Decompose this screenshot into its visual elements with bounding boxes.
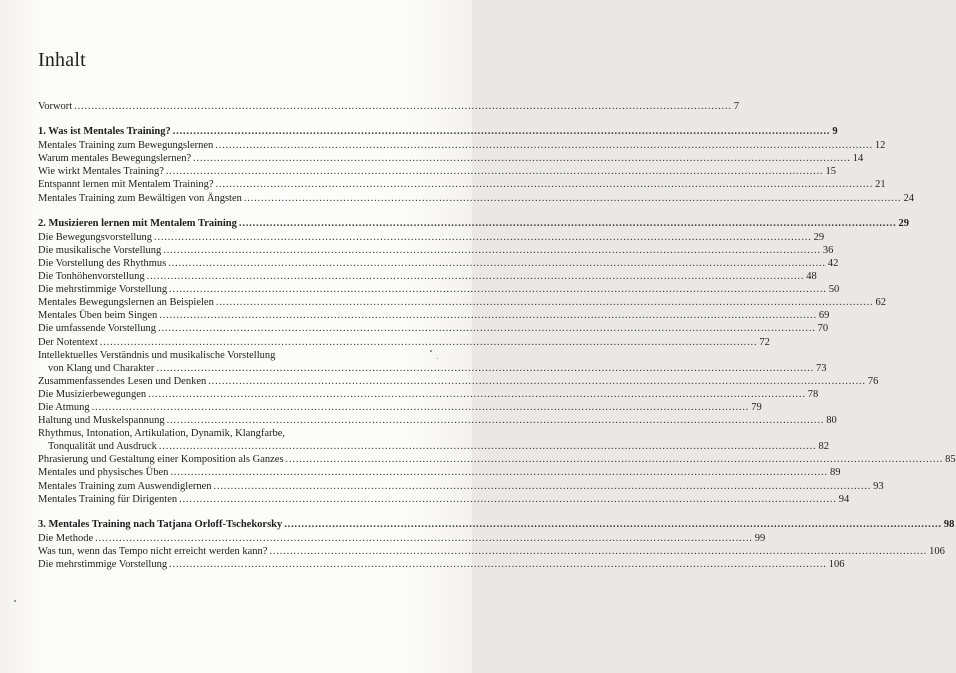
toc-entry-title: Wie wirkt Mentales Training? [38,166,164,178]
toc-page-number: 79 [751,401,762,413]
toc-page-number: 69 [818,310,830,322]
toc-entry-title: Vorwort [38,101,73,112]
toc-chapter-heading [38,518,955,531]
toc-page-number: 50 [828,284,840,296]
dot-leader [284,518,942,531]
toc-entry-title: Mentales Üben beim Singen [38,310,158,322]
dot-leader [159,440,817,453]
toc-entry [38,414,837,427]
toc-section [38,100,740,113]
toc-entry [38,139,886,152]
toc-entry-title: Entspannt lernen mit Mentalem Training? [38,179,214,191]
toc-page-number: 29 [898,217,909,229]
dot-leader [170,466,828,479]
toc-entry-title: Phrasierung und Gestaltung einer Komposition als Ganzes [38,454,284,466]
toc-entry [38,257,839,270]
toc-page-number: 89 [829,467,841,479]
dot-leader [169,558,827,571]
toc-entry-title: Mentales Bewegungslernen an Beispielen [38,297,214,309]
toc-entry-title: Die Vorstellung des Rhythmus [38,257,167,269]
toc-entry [38,362,827,375]
dot-leader [163,244,821,257]
toc-page-number: 9 [832,126,838,138]
toc-page-number: 15 [825,166,836,178]
dot-leader [158,322,816,335]
toc-entry [38,244,834,257]
toc-page-number: 72 [759,336,770,348]
toc-page-number: 21 [875,179,886,191]
dot-leader [193,152,851,165]
toc-section [38,518,955,571]
toc-entry [38,375,879,388]
toc-entry [38,165,836,178]
dot-leader [216,296,874,309]
toc-entry-title: Die mehrstimmige Vorstellung [38,284,168,296]
toc-entry [38,427,408,440]
toc-page-number: 82 [818,441,830,453]
toc-page-number: 14 [852,153,864,165]
toc-page-number: 48 [806,271,817,283]
toc-entry-title: Die Tonhöhenvorstellung [38,271,145,283]
toc-page-number: 42 [827,257,839,269]
paper-speck [430,350,432,352]
page-title: Inhalt [38,49,86,71]
toc-entry-title: Die Atmung [38,401,90,413]
toc-page-number: 98 [943,518,955,530]
dot-leader [214,480,872,493]
toc-entry [38,440,830,453]
toc-entry-title: 3. Mentales Training nach Tatjana Orloff-Tschekorsky [38,518,283,530]
toc-entry-title: Mentales Training zum Bewältigen von Ängsten [38,192,242,204]
toc-entry [38,453,956,466]
toc-entry-title: Die umfassende Vorstellung [38,323,157,335]
toc-entry [38,466,841,479]
toc-entry [38,401,762,414]
toc-entry-title: Warum mentales Bewegungslernen? [38,153,192,165]
dot-leader [167,414,825,427]
dot-leader [215,139,873,152]
toc-entry [38,322,829,335]
dot-leader [244,192,902,205]
toc-entry [38,296,886,309]
dot-leader [168,257,826,270]
toc-entry [38,532,766,545]
dot-leader [173,125,831,138]
toc-entry [38,100,740,113]
toc-entry-title: Zusammenfassendes Lesen und Denken [38,375,207,387]
toc-entry [38,309,830,322]
toc-entry [38,178,886,191]
dot-leader [286,453,944,466]
toc-entry [38,152,864,165]
toc-section [38,125,914,205]
table-of-contents [38,100,956,583]
toc-entry-title: Rhythmus, Intonation, Artikulation, Dynamik, Klangfarbe, [38,428,286,440]
toc-entry-title: Die musikalische Vorstellung [38,244,162,256]
dot-leader [156,362,814,375]
dot-leader [147,270,805,283]
toc-page-number: 94 [838,493,850,505]
toc-page-number: 106 [828,559,845,570]
toc-chapter-heading [38,125,838,138]
toc-entry [38,545,945,558]
toc-entry-title: Tonqualität und Ausdruck [48,441,157,453]
paper-speck [14,600,16,602]
dot-leader [169,283,827,296]
dot-leader [100,336,758,349]
toc-page-number: 29 [813,231,825,243]
toc-entry-title: Mentales Training für Dirigenten [38,493,178,505]
toc-entry-title: 2. Musizieren lernen mit Mentalem Training [38,217,237,229]
toc-entry-title: Die Musizierbewegungen [38,388,147,400]
toc-entry [38,349,408,362]
toc-entry [38,493,850,506]
toc-page-number: 62 [875,297,886,309]
toc-page-number: 24 [903,192,914,204]
dot-leader [74,100,732,113]
toc-page-number: 99 [754,532,766,544]
dot-leader [179,493,837,506]
dot-leader [216,178,874,191]
toc-entry [38,270,817,283]
toc-entry-title: Die mehrstimmige Vorstellung [38,559,168,570]
toc-entry [38,480,884,493]
toc-page-number: 78 [807,388,819,400]
dot-leader [269,545,927,558]
toc-entry-title: Intellektuelles Verständnis und musikalische Vorstellung [38,349,276,361]
dot-leader [166,165,824,178]
toc-entry-title: Mentales Training zum Bewegungslernen [38,140,214,152]
toc-entry-title: 1. Was ist Mentales Training? [38,126,171,138]
toc-entry-title: Mentales Training zum Auswendiglernen [38,480,212,492]
toc-page-number: 36 [822,244,834,256]
toc-page-number: 80 [826,415,837,427]
toc-page-number: 12 [874,140,886,152]
toc-page-number: 7 [733,101,740,112]
toc-entry-title: Die Bewegungsvorstellung [38,231,153,243]
dot-leader [92,401,750,414]
toc-entry [38,388,819,401]
dot-leader [159,309,817,322]
dot-leader [148,388,806,401]
toc-page-number: 106 [929,545,945,557]
toc-page-number: 73 [816,362,827,374]
toc-entry-title: Die Methode [38,532,94,544]
toc-entry-title: Was tun, wenn das Tempo nicht erreicht werden kann? [38,545,268,557]
toc-page-number: 76 [867,375,879,387]
toc-entry [38,231,825,244]
toc-section [38,217,956,506]
toc-entry-title: Der Notentext [38,336,98,348]
toc-entry [38,192,914,205]
toc-entry [38,283,840,296]
toc-page-number: 93 [873,480,884,492]
toc-page-number: 70 [817,323,829,335]
dot-leader [154,231,812,244]
toc-entry [38,558,845,571]
toc-entry-title: von Klang und Charakter [48,362,155,374]
dot-leader [208,375,866,388]
toc-entry-title: Haltung und Muskelspannung [38,415,165,427]
toc-entry [38,336,770,349]
toc-chapter-heading [38,217,909,230]
toc-page-number: 85 [945,454,956,466]
toc-entry-title: Mentales und physisches Üben [38,467,169,479]
paper-speck [437,358,438,359]
dot-leader [95,532,753,545]
dot-leader [239,217,897,230]
